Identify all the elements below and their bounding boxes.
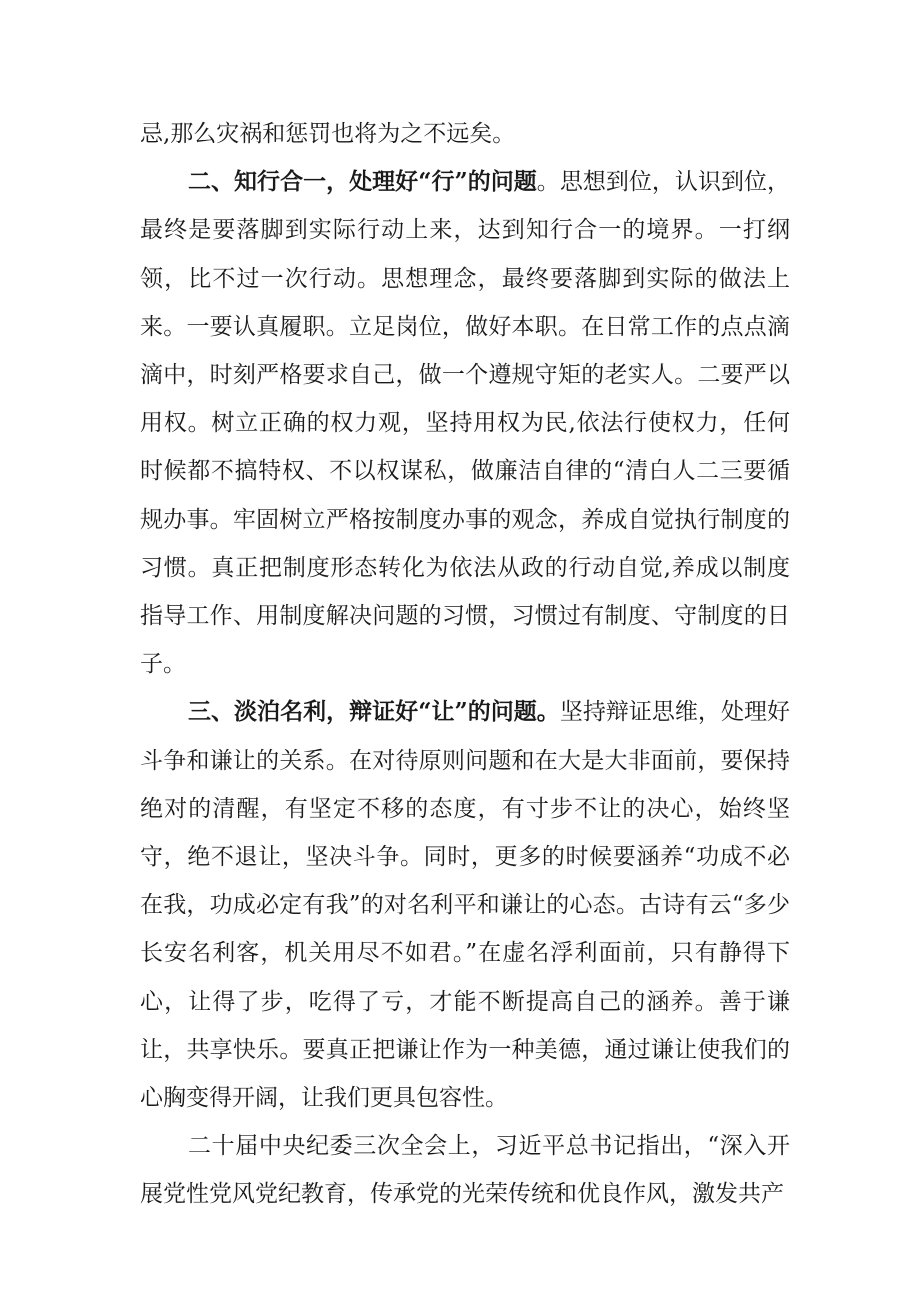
closing-paragraph (140, 1122, 790, 1218)
continuation-text: 忌,那么灾祸和惩罚也将为之不远矣。 (140, 121, 516, 147)
section-3-body: 坚持辩证思维，处理好斗争和谦让的关系。在对待原则问题和在大是大非面前，要保持绝对的清醒，有坚定不移的态度，有寸步不让的决心，始终坚守，绝不退让，坚决斗争。同时，更多的时候要涵养“功成不必在我，功成必定有我”的对名利平和谦让的心态。古诗有云“多少长安名利客，机关用尽不如君。”在虚名浮利面前，只有静得下心，让得了步，吃得了亏，才能不断提高自己的涵养。善于谦让，共享快乐。要真正把谦让作为一种美德，通过谦让使我们的心胸变得开阔，让我们更具包容性。 (140, 699, 790, 1112)
section-2-heading: 二、知行合一，处理好“行”的问题 (188, 168, 537, 196)
section-3-heading: 三、淡泊名利，辩证好“让”的问题。 (188, 698, 560, 726)
closing-text: 二十届中央纪委三次全会上，习近平总书记指出，“深入开展党性党风党纪教育，传承党的光荣传统和优良作风，激发共产 (140, 1133, 790, 1208)
section-3-paragraph (140, 688, 790, 1122)
section-2-paragraph (140, 158, 790, 688)
document-body (140, 110, 790, 1219)
section-2-body: 。思想到位，认识到位，最终是要落脚到实际行动上来，达到知行合一的境界。一打纲领，比不过一次行动。思想理念，最终要落脚到实际的做法上来。一要认真履职。立足岗位，做好本职。在日常工作的点点滴滴中，时刻严格要求自己，做一个遵规守矩的老实人。二要严以用权。树立正确的权力观，坚持用权为民,依法行使权力，任何时候都不搞特权、不以权谋私，做廉洁自律的“清白人二三要循规办事。牢固树立严格按制度办事的观念，养成自觉执行制度的习惯。真正把制度形态转化为依法从政的行动自觉,养成以制度指导工作、用制度解决问题的习惯，习惯过有制度、守制度的日子。 (140, 169, 791, 678)
continuation-paragraph (140, 110, 790, 158)
